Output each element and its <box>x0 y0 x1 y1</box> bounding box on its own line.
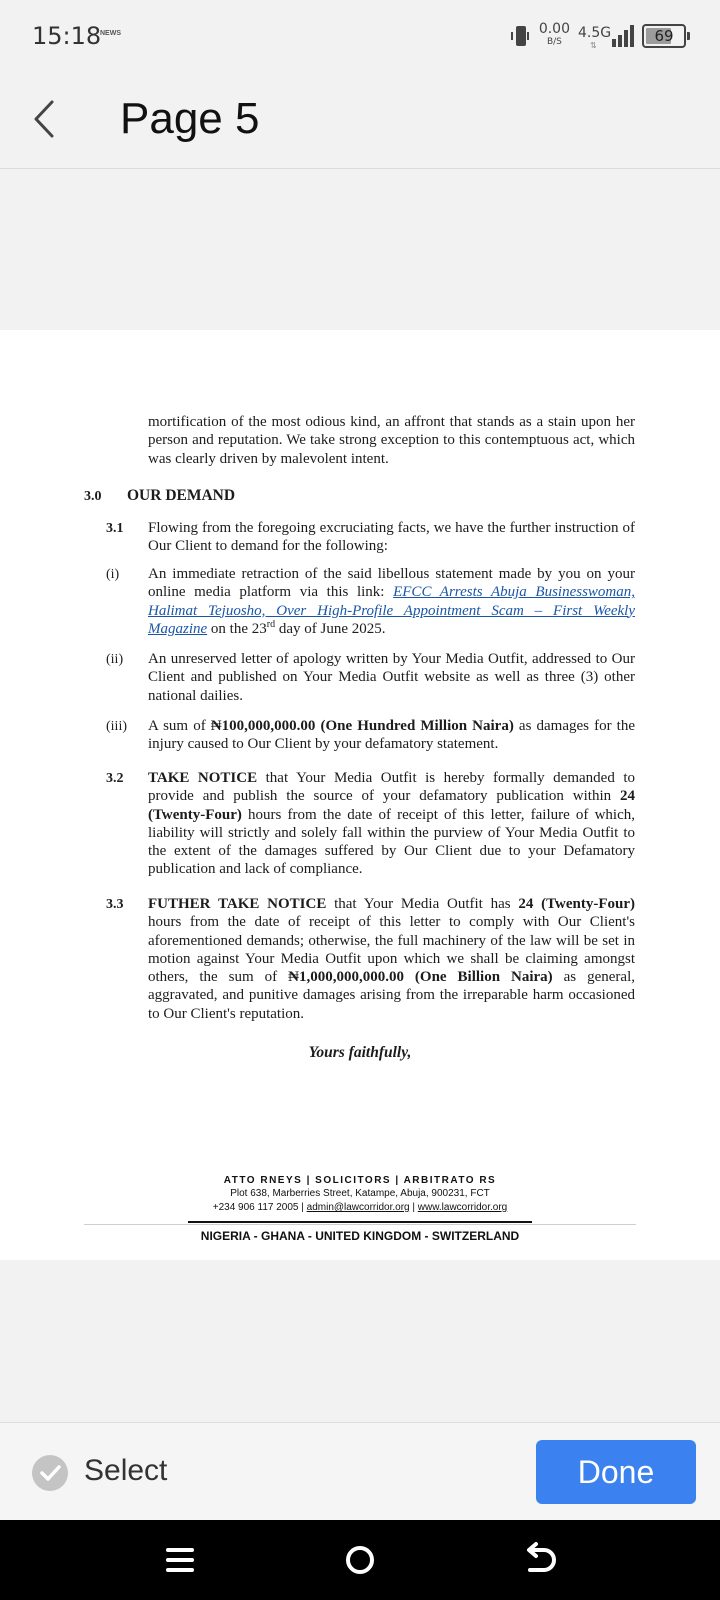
item-i-label: (i) <box>106 567 120 582</box>
item-iii-label: (iii) <box>106 719 127 734</box>
clause-3-2-deadline: 24 (Twenty-Four) <box>148 788 635 823</box>
news-app-icon: NEWS <box>100 30 121 37</box>
closing-salutation: Yours faithfully, <box>308 1044 412 1061</box>
network-speed-value: 0.00 <box>538 21 570 37</box>
footer-address: Plot 638, Marberries Street, Katampe, Abuja, 900231, FCT <box>230 1188 490 1199</box>
item-i-date-suffix: rd <box>266 618 276 630</box>
footer-website-link[interactable]: www.lawcorridor.org <box>417 1202 508 1213</box>
network-speed-unit: B/S <box>546 37 562 47</box>
footer-separator: | <box>409 1202 418 1213</box>
item-i-text-start: An immediate retraction of the said libellous statement made by you on your online media platform via this link: <box>148 566 635 601</box>
footer-separator: | <box>298 1202 307 1213</box>
clause-3-2-part1: that Your Media Outfit is hereby formally demanded to provide and publish the source of your defamatory publication within <box>148 770 636 805</box>
data-arrows-icon: ⇅ <box>590 41 597 50</box>
clause-3-2-number: 3.2 <box>106 771 124 786</box>
back-icon[interactable] <box>516 1538 564 1582</box>
footer-contacts <box>0 1199 720 1217</box>
vibrate-icon <box>511 25 531 47</box>
signal-icon <box>612 25 634 47</box>
battery-level: 69 <box>654 27 674 45</box>
item-i-date-a: on the 23 <box>207 620 267 637</box>
section-number: 3.0 <box>84 489 102 504</box>
select-checkmark-icon[interactable] <box>32 1455 68 1491</box>
clause-3-2-text <box>148 769 635 879</box>
status-icons <box>511 18 690 54</box>
app-header <box>0 72 720 169</box>
item-iii-amount: ₦100,000,000.00 (One Hundred Million Naira) <box>210 718 514 734</box>
clause-3-3-number: 3.3 <box>106 897 124 912</box>
done-button[interactable]: Done <box>536 1440 696 1504</box>
bottom-action-bar <box>0 1422 720 1521</box>
footer-phone: +234 906 117 2005 <box>212 1202 299 1213</box>
status-bar <box>0 0 720 72</box>
select-button[interactable]: Select <box>84 1454 168 1487</box>
network-type-label: 4.5G <box>578 25 612 41</box>
clause-3-2-part2: hours from the date of receipt of this letter, failure of which, liability will strictly and solely fall within the purview of Your Media Outfit to the extent of the damages suffered by Our Client due to your Defamatory publication and lack of compliance. <box>148 806 635 878</box>
intro-paragraph: mortification of the most odious kind, an affront that stands as a stain upon her person and reputation. We take strong exception to this contemptuous act, which was clearly driven by malevolent intent. <box>148 414 635 467</box>
item-i-date-b: day of June 2025. <box>275 620 386 637</box>
battery-icon <box>642 24 690 48</box>
clause-3-3-amount: ₦1,000,000,000.00 (One Billion Naira) <box>288 969 553 986</box>
footer-email-link[interactable]: admin@lawcorridor.org <box>306 1202 410 1213</box>
clause-3-3-text <box>148 895 635 1023</box>
item-iii-text-end: as damages for the injury caused to Our Client by your defamatory statement. <box>148 718 635 753</box>
footer-divider <box>84 1224 636 1225</box>
clause-3-1-text: Flowing from the foregoing excruciating facts, we have the further instruction of Our Client to demand for the following: <box>148 520 635 555</box>
back-arrow-icon[interactable] <box>26 96 66 142</box>
footer-practice-areas: ATTO RNEYS | SOLICITORS | ARBITRATO RS <box>223 1175 497 1186</box>
footer-countries: NIGERIA - GHANA - UNITED KINGDOM - SWITZERLAND <box>200 1229 520 1243</box>
item-ii-text: An unreserved letter of apology written by Your Media Outfit, addressed to Our Client and published on Your Media Outfit website as well as three (3) other national dailies. <box>148 651 635 704</box>
page-title: Page 5 <box>120 94 260 143</box>
clause-3-3-part3: as general, aggravated, and punitive damages arising from the irreparable harm occasioned to Our Client's reputation. <box>148 969 636 1022</box>
network-type <box>578 21 612 51</box>
menu-icon[interactable] <box>156 1538 204 1582</box>
system-nav-bar <box>0 1520 720 1600</box>
footer-divider-bold <box>188 1221 532 1223</box>
clause-3-2-notice: TAKE NOTICE <box>148 770 258 786</box>
document-page <box>0 330 720 1260</box>
item-iii-text-start: A sum of <box>148 718 211 734</box>
home-icon[interactable] <box>336 1538 384 1582</box>
article-link[interactable]: EFCC Arrests Abuja Businesswoman, Halimat Tejuosho, Over High-Profile Appointment Scam – First Weekly Magazine <box>148 584 636 637</box>
clause-3-3-notice: FUTHER TAKE NOTICE <box>148 896 327 912</box>
network-speed <box>539 23 570 49</box>
clause-3-3-part2: hours from the date of receipt of this letter to comply with Our Client's aforementioned demands; otherwise, the full machinery of the law will be set in motion against Your Media Outfit upon which we shall be claiming amongst others, the sum of <box>148 914 635 986</box>
item-i-text <box>148 565 635 638</box>
section-title: OUR DEMAND <box>127 487 236 504</box>
item-iii-text <box>148 717 635 754</box>
clause-3-3-part1: that Your Media Outfit has <box>326 896 519 912</box>
clause-3-3-deadline: 24 (Twenty-Four) <box>518 896 635 912</box>
item-ii-label: (ii) <box>106 652 124 667</box>
status-time: 15:18 <box>32 22 102 50</box>
clause-3-1-number: 3.1 <box>106 521 124 536</box>
